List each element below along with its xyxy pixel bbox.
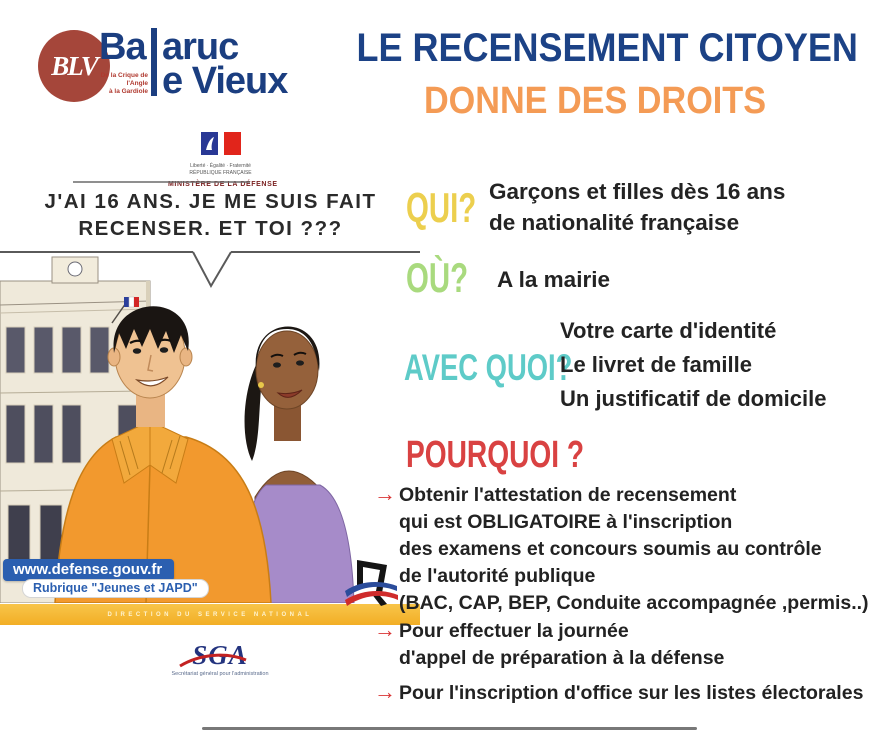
balaruc-monogram: BLV: [51, 50, 97, 81]
ministry-name: MINISTÈRE DE LA DÉFENSE: [168, 181, 278, 188]
reason-3: Pour l'inscription d'office sur les listes électorales: [399, 682, 864, 704]
sga-swoosh-icon: [178, 648, 248, 672]
rubrique-badge: Rubrique "Jeunes et JAPD": [22, 579, 209, 598]
defense-url-badge[interactable]: www.defense.gouv.fr: [3, 559, 174, 581]
sga-acronym: SGA: [192, 640, 248, 670]
label-pourquoi: POURQUOI ?: [406, 434, 585, 476]
label-ou: OÙ?: [406, 254, 469, 301]
arrow-icon: →: [374, 679, 396, 704]
french-flag-icon: [201, 132, 241, 157]
label-avec-quoi: AVEC QUOI?: [404, 347, 573, 388]
speech-bubble-text: J'AI 16 ANS. JE ME SUIS FAIT RECENSER. ET TOI ???: [44, 190, 377, 240]
republic-motto: Liberté · Égalité · Fraternité: [190, 163, 251, 169]
page-title: LE RECENSEMENT CITOYEN: [356, 26, 858, 70]
reason-1: Obtenir l'attestation de recensement qui est OBLIGATOIRE à l'inscription des examens et concours soumis au contrôle de l'autorité publique (BAC, CAP, BEP, Conduite accompagnée ,permis..): [399, 484, 869, 614]
arrow-icon: →: [374, 617, 396, 642]
defense-emblem-icon: [343, 551, 401, 607]
brand-tagline: De la Crique de l'Angle à la Gardiole: [100, 72, 148, 95]
brand-name-part2: aruc: [162, 26, 239, 68]
brand-name-part1: Ba: [99, 26, 146, 68]
arrow-icon: →: [374, 481, 396, 506]
reason-2: Pour effectuer la journée d'appel de préparation à la défense: [399, 620, 725, 669]
brand-name-line2: e Vieux: [162, 60, 288, 102]
service-national-banner: DIRECTION DU SERVICE NATIONAL: [0, 604, 420, 625]
brand-letter-l-bar: [151, 28, 157, 96]
answer-avec-quoi: Votre carte d'identité Le livret de famille Un justificatif de domicile: [560, 318, 827, 411]
republic-name: RÉPUBLIQUE FRANÇAISE: [189, 170, 252, 176]
sga-logo: [150, 640, 290, 677]
bottom-edge-line: [202, 727, 697, 730]
sga-caption: Secrétariat général pour l'administration: [171, 671, 269, 677]
page-subtitle: DONNE DES DROITS: [423, 80, 767, 122]
answer-qui: Garçons et filles dès 16 ans de nationalité française: [489, 179, 786, 235]
label-qui: QUI?: [406, 184, 477, 231]
answer-ou: A la mairie: [497, 267, 610, 292]
